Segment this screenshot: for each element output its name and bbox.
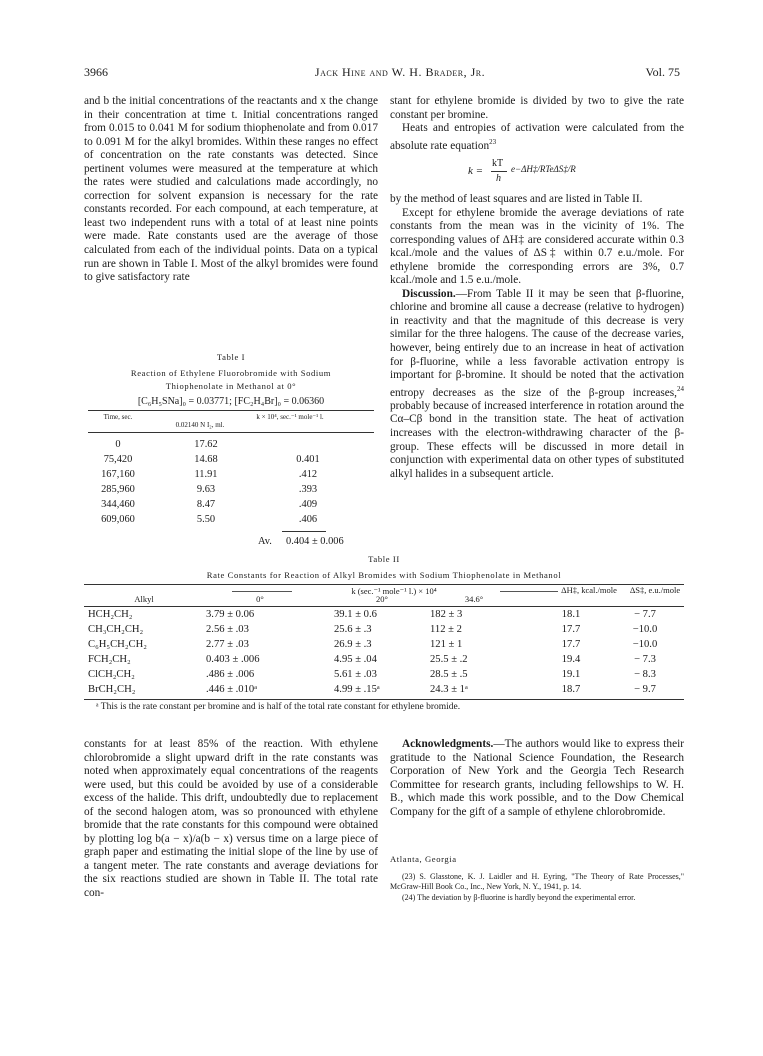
table-cell: 2.56 ± .03 [206, 624, 249, 635]
table-cell: 4.95 ± .04 [334, 654, 377, 665]
table-cell: −10.0 [632, 624, 658, 635]
table-cell: 11.91 [194, 469, 218, 480]
table-cell: 0.401 [296, 454, 320, 465]
table-cell: 167,160 [101, 469, 135, 480]
right-top-paragraph-1: stant for ethylene bromide is divided by two to give the rate constant per bromine. [390, 95, 684, 121]
table-cell: 18.7 [561, 684, 581, 695]
table-row [88, 637, 684, 652]
table2-title: Rate Constants for Reaction of Alkyl Bromides with Sodium Thiophenolate in Methanol [206, 570, 562, 580]
table-row [88, 682, 684, 697]
left-column-top [84, 95, 378, 285]
table-cell: 0 [115, 439, 121, 450]
table-cell: 19.1 [561, 669, 581, 680]
table2-header-dh: ΔH‡, kcal./mole [561, 585, 617, 595]
table-cell: CH₃CH₂CH₂ [88, 624, 144, 635]
table1-average-value: 0.404 ± 0.006 [286, 536, 344, 547]
table-cell: 14.68 [194, 454, 218, 465]
footnotes [390, 872, 684, 905]
table-cell: 25.6 ± .3 [334, 624, 372, 635]
table-cell: 28.5 ± .5 [430, 669, 468, 680]
table-cell: 17.7 [561, 624, 581, 635]
reference-marker: 23 [489, 137, 497, 146]
left-column-bottom [84, 738, 378, 901]
table-cell: 17.7 [561, 639, 581, 650]
table-row [90, 512, 350, 527]
table-cell: 5.50 [196, 514, 216, 525]
table2-header-20: 20° [376, 594, 388, 604]
table-cell: HCH₂CH₂ [88, 609, 133, 620]
table-cell: −10.0 [632, 639, 658, 650]
discussion-paragraph [390, 288, 684, 481]
table-row [88, 667, 684, 682]
table-cell: − 7.7 [634, 609, 656, 620]
paragraph-text: —From Table II it may be seen that β-fluorine, chlorine and bromine all cause a decrease (relative to hydrogen) in reactivity and that the magnitude of this decrease is very similar for the three halogens. The cause of the decrease varies, however, being entirely due to an increase in heat of activation for β-fluorine, while a less favorable activation entropy is important for β-bromine. It should be noted that the activation entropy decreases as the size of the β-group increases, [390, 287, 684, 399]
table-cell: 24.3 ± 1ᵃ [430, 684, 468, 695]
table-cell: .409 [298, 499, 318, 510]
table-cell: 26.9 ± .3 [334, 639, 372, 650]
table2-header-34: 34.6° [464, 594, 484, 604]
table-cell: − 9.7 [634, 684, 656, 695]
right-top-paragraph-2 [390, 122, 684, 153]
paragraph-text: probably because of increased interference in rotation around the Cα–Cβ bond in the transition state. The heat of activation increases with the electron-withdrawing character of the β-group. These effects will be discussed in more detail in conjunction with experimental data on other types of substituted alkyl halides in a subsequent article. [390, 399, 684, 480]
location: Atlanta, Georgia [390, 854, 457, 864]
table1-concentrations: [C₆H₅SNa]₀ = 0.03771; [FC₂H₄Br]₀ = 0.06360 [137, 396, 325, 407]
table2-span-rule-right [500, 591, 558, 592]
left-bottom-paragraph: constants for at least 85% of the reaction. With ethylene chlorobromide a slight upward drift in the rate constants was noted when approximately equal concentrations of the reagents were used, but this could be avoided by use of a considerable excess of the halide. This drift, undoubtedly due to replacement of the second halogen atom, was so pronounced with ethylene bromide that the rate constants for this compound were obtained by plotting log b(a − x)/a(b − x) versus time on a large piece of graph paper and estimating the initial slope of the line by use of a tangent meter. The rate constants and average deviations for the six reactions studied are shown in Table II. The total rate con- [84, 738, 378, 900]
table-row [88, 607, 684, 622]
table-row [90, 482, 350, 497]
table1-header-k: k × 10⁴, sec.⁻¹ mole⁻¹ l. [256, 413, 324, 421]
table-cell: − 7.3 [634, 654, 656, 665]
table-cell: ClCH₂CH₂ [88, 669, 135, 680]
discussion-heading: Discussion. [402, 287, 456, 300]
table2-body [88, 607, 684, 697]
table-cell [266, 437, 350, 452]
table-cell: .393 [298, 484, 318, 495]
table-row [90, 452, 350, 467]
left-top-paragraph: and b the initial concentrations of the reactants and x the change in their concentration at time t. Initial concentrations ranged from 0.015 to 0.041 M for sodium thiophenolate and from 0.017 to 0.091 M for the alkyl bromides. Within these ranges no effect of concentration on the rate constants was detected. Since pertinent volumes were measured at the temperature at which the rates were studied and calculations made accordingly, no correction for solvent expansion is necessary for the rate constants recorded. For each compound, at each temperature, at least two independent runs with a total of at least nine points were made. Rate constants used are the average of those calculated from each of the individual points. Data on a typical run are shown in Table I. Most of the alkyl bromides were found to give satisfactory rate [84, 95, 378, 284]
table-cell: 39.1 ± 0.6 [334, 609, 377, 620]
table-cell: 5.61 ± .03 [334, 669, 377, 680]
table-cell: 3.79 ± 0.06 [206, 609, 255, 620]
table2-label: Table II [368, 554, 400, 564]
paragraph-text: —The authors would like to express their gratitude to the National Science Foundation, the Research Corporation of New York and the Georgia Tech Research Committee for research grants, including fellowships to W. H. B., which made this work possible, and to the Dow Chemical Company for the gift of a sample of ethylene chlorobromide. [390, 738, 684, 818]
table-cell: 121 ± 1 [430, 639, 463, 650]
table-row [90, 467, 350, 482]
table-cell: 344,460 [101, 499, 135, 510]
table1-average-rule [282, 531, 326, 532]
table-cell: 182 ± 3 [430, 609, 463, 620]
table-cell: 2.77 ± .03 [206, 639, 249, 650]
right-column-top [390, 95, 684, 481]
table-cell: 609,060 [101, 514, 135, 525]
table-cell: 0.403 ± .006 [206, 654, 260, 665]
equation-denominator: h [496, 172, 501, 184]
table-cell: FCH₂CH₂ [88, 654, 131, 665]
table-cell: 18.1 [561, 609, 581, 620]
table-cell: 285,960 [101, 484, 135, 495]
table2-span-rule-left [232, 591, 292, 592]
equation-numerator: kT [492, 157, 504, 169]
table-cell: .406 [298, 514, 318, 525]
equation-lhs: k = [468, 164, 484, 177]
table-cell: 4.99 ± .15ᵃ [334, 684, 380, 695]
acknowledgments-heading: Acknowledgments. [402, 738, 494, 750]
acknowledgments-paragraph [390, 738, 684, 819]
table-cell: 17.62 [194, 439, 218, 450]
volume-label: Vol. 75 [645, 65, 680, 79]
right-top-paragraph-3: by the method of least squares and are listed in Table II. [390, 192, 643, 205]
table-cell: 9.63 [196, 484, 216, 495]
rate-equation [390, 153, 684, 193]
table-cell: − 8.3 [634, 669, 656, 680]
table1-title-line2: Thiophenolate in Methanol at 0° [165, 381, 297, 391]
table-cell: .446 ± .010ᵃ [206, 684, 258, 695]
table-row [88, 652, 684, 667]
table2-header-0: 0° [256, 594, 264, 604]
table-cell: 8.47 [196, 499, 216, 510]
table-cell: 19.4 [561, 654, 581, 665]
table1-header-time: Time, sec. [103, 413, 133, 421]
table2-bottom-rule [84, 699, 684, 700]
right-column-bottom [390, 738, 684, 819]
table1-header-iodine: 0.02140 N I₂, ml. [175, 421, 225, 429]
table1-top-rule [88, 410, 374, 411]
table2-span-header: k (sec.⁻¹ mole⁻¹ l.) × 10⁴ [351, 586, 437, 596]
table2-footnote: ᵃ This is the rate constant per bromine and is half of the total rate constant for ethylene bromide. [96, 702, 461, 712]
table-cell: BrCH₂CH₂ [88, 684, 136, 695]
table1-average-label: Av. [258, 536, 272, 547]
table2-header-ds: ΔS‡, e.u./mole [629, 585, 681, 595]
table-row [90, 437, 350, 452]
table-cell: C₆H₅CH₂CH₂ [88, 639, 147, 650]
table-cell: 112 ± 2 [430, 624, 462, 635]
table-row [88, 622, 684, 637]
table1-title-line1: Reaction of Ethylene Fluorobromide with Sodium [130, 368, 332, 378]
equation-rhs: e−ΔH‡/RTeΔS‡/R [511, 163, 576, 174]
paragraph-text: Heats and entropies of activation were calculated from the absolute rate equation [390, 122, 684, 152]
reference-marker: 24 [677, 384, 684, 393]
table-cell: 25.5 ± .2 [430, 654, 468, 665]
table-cell: .412 [298, 469, 318, 480]
footnote-23: (23) S. Glasstone, K. J. Laidler and H. Eyring, "The Theory of Rate Processes," McGraw-Hill Book Co., Inc., New York, N. Y., 1941, p. 14. [390, 872, 684, 891]
table2-header-alkyl: Alkyl [134, 594, 154, 604]
table-row [90, 497, 350, 512]
table-cell: .486 ± .006 [206, 669, 255, 680]
table-cell: 75,420 [103, 454, 133, 465]
running-title: Jack Hine and W. H. Brader, Jr. [314, 65, 486, 79]
table1-label: Table I [216, 352, 246, 362]
right-top-paragraph-4: Except for ethylene bromide the average deviations of rate constants from the mean was in the vicinity of 1%. The corresponding values of ΔH‡ are considered accurate within 0.3 kcal./mole and the values of ΔS‡ within 0.7 e.u./mole. For ethylene bromide the corresponding errors are 3%, 0.7 kcal./mole and 1.5 e.u./mole. [390, 206, 684, 287]
table1-body [90, 437, 350, 527]
page-number: 3966 [84, 65, 108, 79]
footnote-24: (24) The deviation by β-fluorine is hardly beyond the experimental error. [402, 893, 636, 903]
table1-header-rule [88, 432, 374, 433]
